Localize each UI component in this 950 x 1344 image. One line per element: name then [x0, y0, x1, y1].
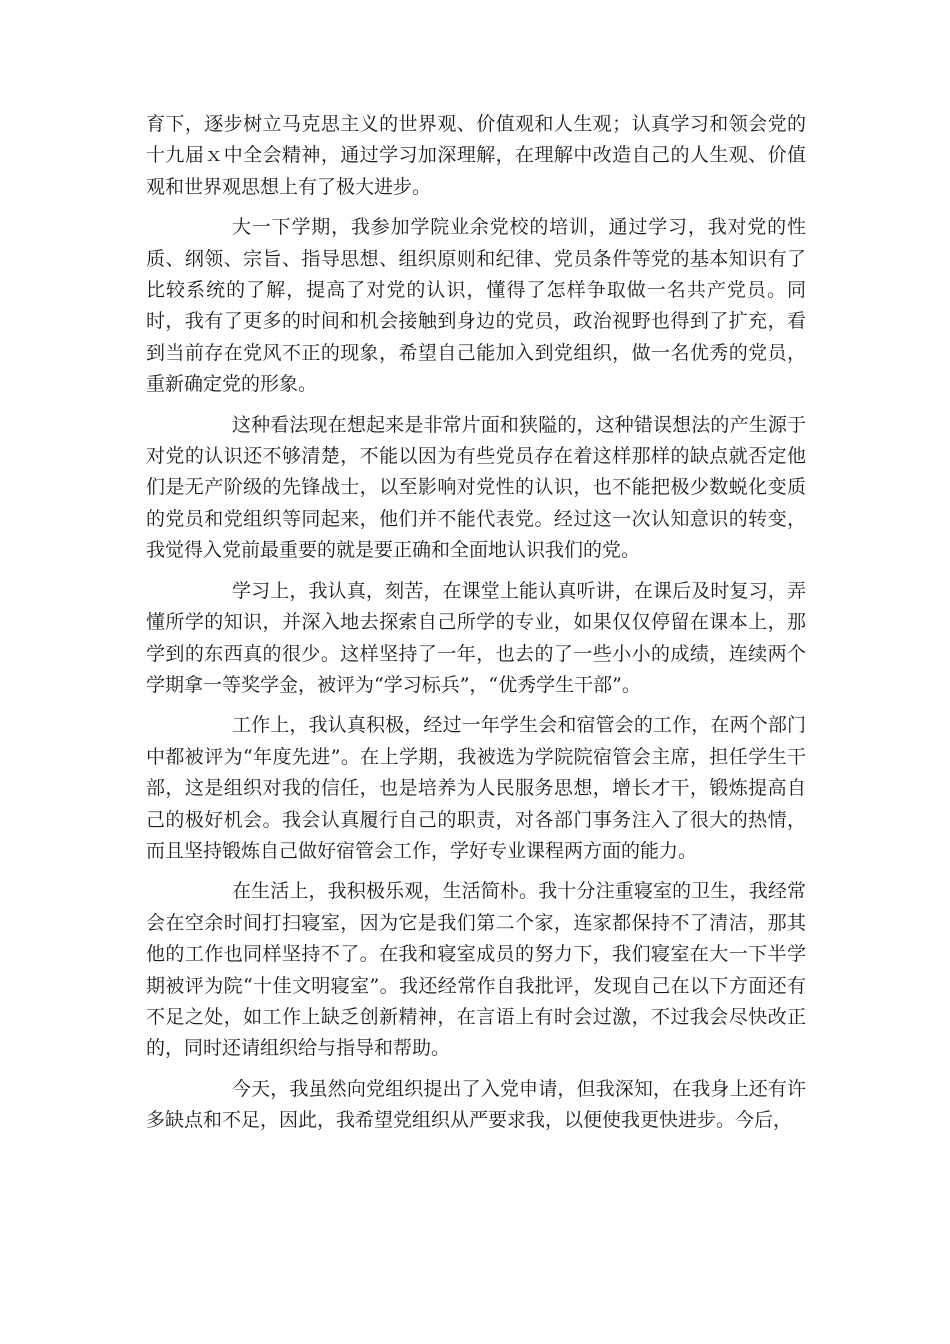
paragraph-5: 工作上，我认真积极，经过一年学生会和宿管会的工作，在两个部门中都被评为“年度先进”。在上学期，我被选为学院院宿管会主席，担任学生干部，这是组织对我的信任，也是培养为人民服务思想，增长才干，锻炼提高自己的极好机会。我会认真履行自己的职责，对各部门事务注入了很大的热情，而且坚持锻炼自己做好宿管会工作，学好专业课程两方面的能力。 [146, 714, 806, 862]
paragraph-6: 在生活上，我积极乐观，生活简朴。我十分注重寝室的卫生，我经常会在空余时间打扫寝室，因为它是我们第二个家，连家都保持不了清洁，那其他的工作也同样坚持不了。在我和寝室成员的努力下，我们寝室在大一下半学期被评为院“十佳文明寝室”。我还经常作自我批评，发现自己在以下方面还有不足之处，如工作上缺乏创新精神，在言语上有时会过激，不过我会尽快改正的，同时还请组织给与指导和帮助。 [146, 880, 806, 1060]
paragraph-3: 这种看法现在想起来是非常片面和狭隘的，这种错误想法的产生源于对党的认识还不够清楚，不能以因为有些党员存在着这样那样的缺点就否定他们是无产阶级的先锋战士，以至影响对党性的认识，也不能把极少数蜕化变质的党员和党组织等同起来，他们并不能代表党。经过这一次认知意识的转变，我觉得入党前最重要的就是要正确和全面地认识我们的党。 [146, 413, 806, 562]
paragraph-2: 大一下学期，我参加学院业余党校的培训，通过学习，我对党的性质、纲领、宗旨、指导思想、组织原则和纪律、党员条件等党的基本知识有了比较系统的了解，提高了对党的认识，懂得了怎样争取做一名共产党员。同时，我有了更多的时间和机会接触到身边的党员，政治视野也得到了扩充，看到当前存在党风不正的现象，希望自己能加入到党组织，做一名优秀的党员，重新确定党的形象。 [146, 216, 806, 396]
paragraph-4: 学习上，我认真，刻苦，在课堂上能认真听讲，在课后及时复习，弄懂所学的知识，并深入地去探索自己所学的专业，如果仅仅停留在课本上，那学到的东西真的很少。这样坚持了一年，也去的了一些小小的成绩，连续两个学期拿一等奖学金，被评为“学习标兵”，“优秀学生干部”。 [146, 579, 806, 696]
document-body [146, 109, 806, 1146]
paragraph-1: 育下，逐步树立马克思主义的世界观、价值观和人生观；认真学习和领会党的十九届ｘ中全会精神，通过学习加深理解，在理解中改造自己的人生观、价值观和世界观思想上有了极大进步。 [146, 113, 806, 198]
paragraph-7: 今天，我虽然向党组织提出了入党申请，但我深知，在我身上还有许多缺点和不足，因此，我希望党组织从严要求我，以便使我更快进步。今后， [146, 1077, 806, 1132]
